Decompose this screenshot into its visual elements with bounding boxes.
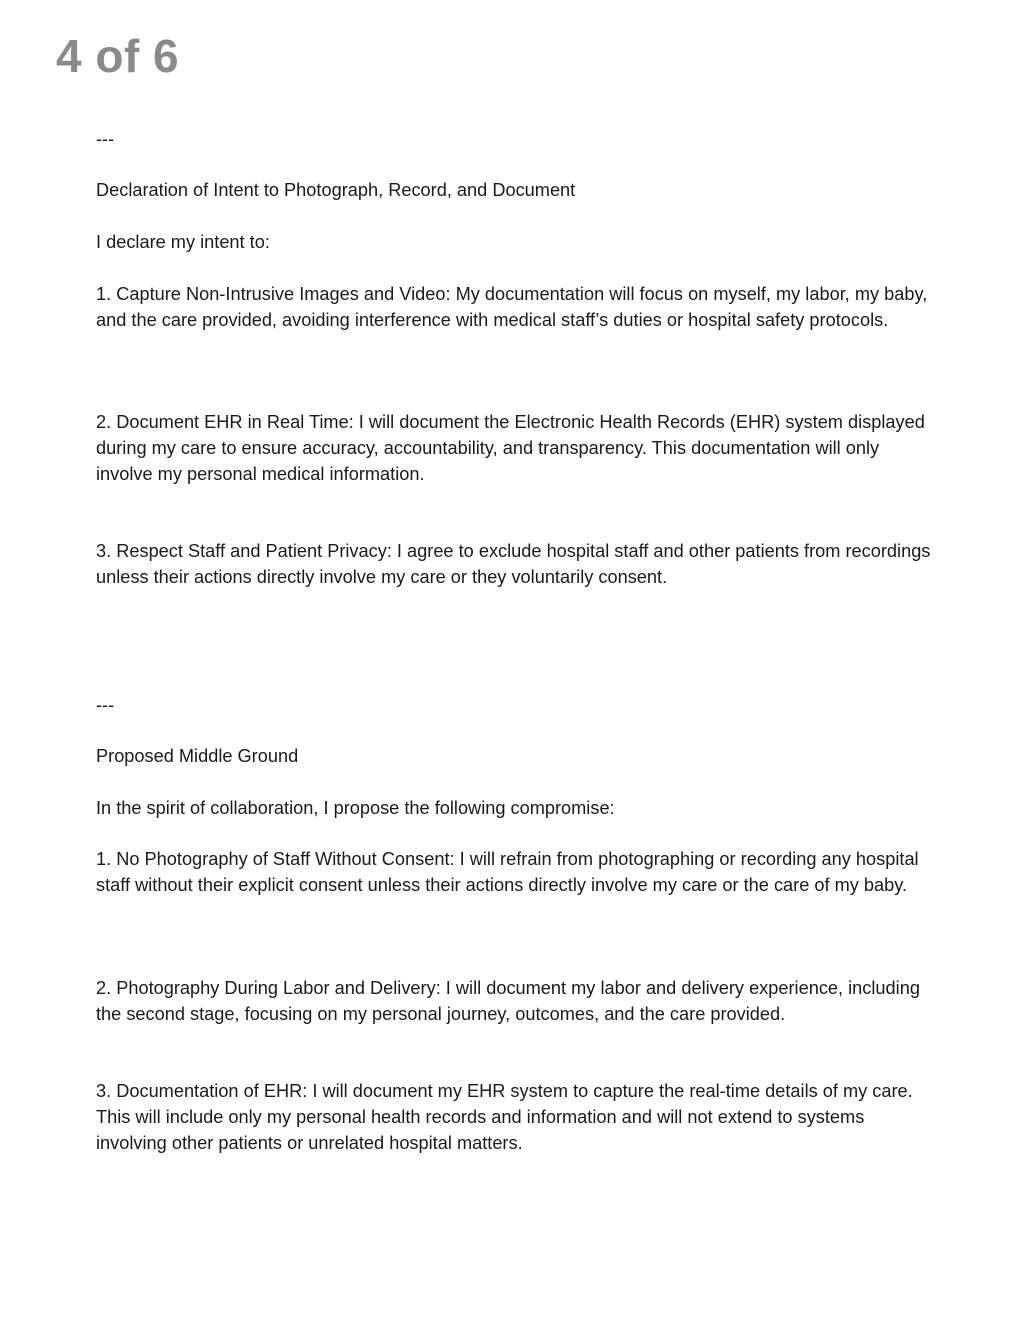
- section-intro-declaration: I declare my intent to:: [96, 232, 270, 252]
- declaration-item: 1. Capture Non-Intrusive Images and Video: My documentation will focus on myself, my labor, my baby, and the care provided, avoiding interference with medical staff’s duties or hospital safety protocols.: [96, 284, 933, 330]
- compromise-item: 1. No Photography of Staff Without Consent: I will refrain from photographing or recording any hospital staff without their explicit consent unless their actions directly involve my care or the care of my baby.: [96, 849, 924, 895]
- section-separator: ---: [96, 695, 115, 715]
- declaration-item: 2. Document EHR in Real Time: I will document the Electronic Health Records (EHR) system displayed during my care to ensure accuracy, accountability, and transparency. This documentation will only involve my personal medical information.: [96, 412, 930, 484]
- section-intro-middle-ground: In the spirit of collaboration, I propose the following compromise:: [96, 798, 615, 818]
- section-heading-declaration: Declaration of Intent to Photograph, Record, and Document: [96, 180, 576, 200]
- compromise-item: 3. Documentation of EHR: I will document my EHR system to capture the real-time details of my care. This will include only my personal health records and information and will not extend to systems involving other patients or unrelated hospital matters.: [96, 1081, 918, 1153]
- page-indicator: 4 of 6: [56, 30, 180, 82]
- compromise-item: 2. Photography During Labor and Delivery: I will document my labor and delivery experience, including the second stage, focusing on my personal journey, outcomes, and the care provided.: [96, 978, 925, 1024]
- section-heading-middle-ground: Proposed Middle Ground: [96, 746, 299, 766]
- section-separator: ---: [96, 129, 115, 149]
- declaration-item: 3. Respect Staff and Patient Privacy: I agree to exclude hospital staff and other patients from recordings unless their actions directly involve my care or they voluntarily consent.: [96, 541, 936, 587]
